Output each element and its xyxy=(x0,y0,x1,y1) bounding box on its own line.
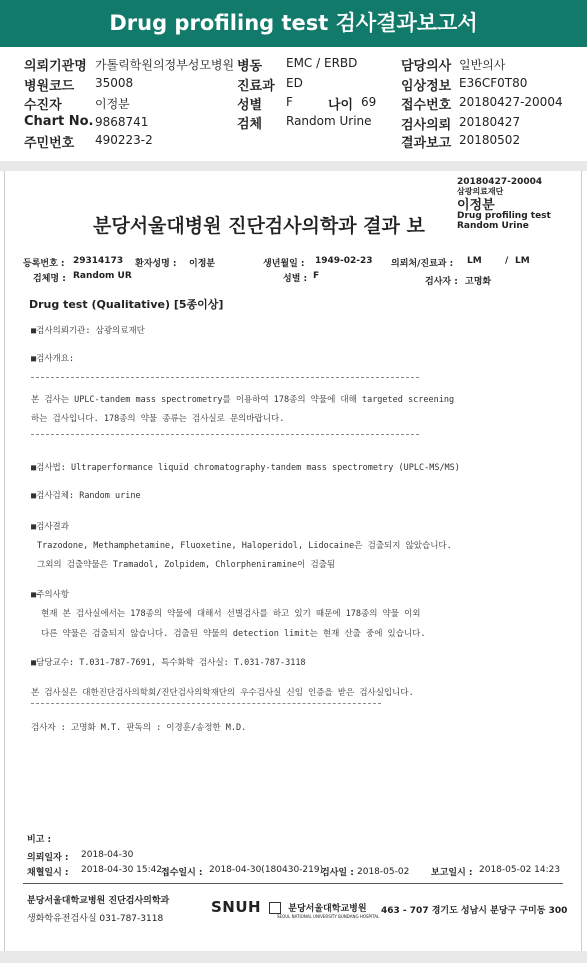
ward-value: EMC / ERBD xyxy=(286,56,358,70)
logo-subtitle: SEOUL NATIONAL UNIVERSITY BUNDANG HOSPITAL xyxy=(277,914,380,919)
logo-wordmark: SNUH xyxy=(211,898,262,916)
test-date-label: 검사일 : xyxy=(321,868,354,878)
report-title: Drug profiling test 검사결과보고서 xyxy=(0,0,587,47)
orderer-value: 가톨릭학원의정부성모병원 xyxy=(95,58,235,72)
patient-value: 이정분 xyxy=(95,97,130,111)
dob-value: 1949-02-23 xyxy=(315,256,373,266)
contact-line: ■담당교수: T.031-787-7691, 특수화학 검사실: T.031-787-3118 xyxy=(31,658,306,668)
pname-value: 이정분 xyxy=(189,259,216,269)
caution-label: ■주의사항 xyxy=(31,590,69,600)
reqdept-value1: LM xyxy=(467,256,482,266)
chart-value: 9868741 xyxy=(95,115,149,129)
dashed-rule xyxy=(31,703,381,704)
tester-label: 검사자 : xyxy=(425,277,458,287)
section-title: Drug test (Qualitative) [5종이상] xyxy=(29,298,224,311)
method-line: ■검사법: Ultraperformance liquid chromatography-tandem mass spectrometry (UPLC-MS/MS) xyxy=(31,463,460,473)
pname-label: 환자성명 : xyxy=(135,259,177,269)
stamp-accession: 20180427-20004 xyxy=(457,177,543,187)
reqdate-label: 검사의뢰 xyxy=(401,118,452,133)
specimen-line: ■검사검체: Random urine xyxy=(31,491,141,501)
spec-label: 검체명 : xyxy=(33,274,66,284)
report-heading: 분당서울대병원 진단검사의학과 결과 보 xyxy=(93,215,425,237)
dob-label: 생년월일 : xyxy=(263,259,305,269)
doctor-value: 일반의사 xyxy=(459,58,506,72)
reg-label: 등록번호 : xyxy=(23,259,65,269)
accession-value: 20180427-20004 xyxy=(459,95,563,109)
repdate-label: 결과보고 xyxy=(401,136,452,151)
dept-value: ED xyxy=(286,76,303,90)
doctor-label: 담당의사 xyxy=(401,59,452,74)
receive-value: 2018-04-30(180430-219) xyxy=(209,865,324,875)
result-label: ■검사결과 xyxy=(31,522,69,532)
hospital-logo xyxy=(211,897,379,919)
report-date-value: 2018-05-02 14:23 xyxy=(479,865,561,875)
overview-line-2: 하는 검사입니다. 178종의 약물 종류는 검사실로 문의바랍니다. xyxy=(31,414,285,424)
logo-emblem-icon xyxy=(269,902,281,914)
footer-org: 분당서울대학교병원 진단검사의학과 xyxy=(27,896,170,906)
logo-name: 분당서울대학교병원 xyxy=(288,904,367,914)
footer-lab: 생화학유전검사실 031-787-3118 xyxy=(27,914,164,924)
spec-value: Random UR xyxy=(73,271,132,281)
repdate-value: 20180502 xyxy=(459,133,521,147)
sex-label: 성별 xyxy=(237,98,263,113)
rsex-value: F xyxy=(313,271,320,281)
result-line-1: Trazodone, Methamphetamine, Fluoxetine, Haloperidol, Lidocaine은 검출되지 않았습니다. xyxy=(37,541,452,551)
dept-label: 진료과 xyxy=(237,79,275,94)
age-label: 나이 xyxy=(328,98,354,113)
reqdept-label: 의뢰처/진료과 : xyxy=(391,259,454,269)
stamp-specimen: Random Urine xyxy=(457,221,529,231)
dashed-rule xyxy=(31,434,419,435)
receive-label: 접수일시 : xyxy=(161,868,203,878)
report-header xyxy=(0,47,587,160)
result-line-2: 그외의 검출약물은 Tramadol, Zolpidem, Chlorpheniramine이 검출됨 xyxy=(37,560,336,570)
report-date-label: 보고일시 : xyxy=(431,868,473,878)
accession-label: 접수번호 xyxy=(401,98,452,113)
req-date-label: 의뢰일자 : xyxy=(27,853,69,863)
req-date-value: 2018-04-30 xyxy=(81,850,134,860)
hospcode-label: 병원코드 xyxy=(24,79,75,94)
stamp-name: 이정분 xyxy=(457,198,495,213)
clinical-label: 임상정보 xyxy=(401,79,452,94)
reqdate-value: 20180427 xyxy=(459,115,521,129)
certified-line: 본 검사실은 대한진단검사의학회/진단검사의학재단의 우수검사실 신임 인증을 받은 검사실입니다. xyxy=(31,688,414,698)
dashed-rule xyxy=(31,377,419,378)
caution-line-2: 다른 약물은 검출되지 않습니다. 검출된 약물의 detection limit는 현재 산출 중에 있습니다. xyxy=(41,629,426,639)
chart-label: Chart No. xyxy=(24,114,94,129)
rrn-label: 주민번호 xyxy=(24,136,75,151)
reg-value: 29314173 xyxy=(73,256,124,266)
hospcode-value: 35008 xyxy=(95,76,134,90)
footer-rule xyxy=(23,883,563,884)
rrn-value: 490223-2 xyxy=(95,133,153,147)
clinical-value: E36CF0T80 xyxy=(459,76,528,90)
test-date-value: 2018-05-02 xyxy=(357,867,410,877)
agency-line: ■검사의뢰기관: 삼광의료재단 xyxy=(31,326,145,336)
specimen-label: 검체 xyxy=(237,117,263,132)
sex-value: F xyxy=(286,95,293,109)
signers-line: 검사자 : 고명화 M.T. 판독의 : 이경훈/송정한 M.D. xyxy=(31,723,247,733)
overview-label: ■검사개요: xyxy=(31,354,75,364)
overview-line-1: 본 검사는 UPLC-tandem mass spectrometry를 이용하여 178종의 약물에 대해 targeted screening xyxy=(31,395,455,405)
orderer-label: 의뢰기관명 xyxy=(24,59,87,74)
caution-line-1: 현재 본 검사실에서는 178종의 약물에 대해서 선별검사를 하고 있기 때문에 178종의 약물 이외 xyxy=(41,609,421,619)
section-divider xyxy=(0,161,587,171)
reqdept-sep: / xyxy=(505,256,509,266)
scanned-report xyxy=(4,171,582,951)
ward-label: 병동 xyxy=(237,59,263,74)
patient-label: 수진자 xyxy=(24,98,62,113)
stamp-test: Drug profiling test xyxy=(457,211,551,221)
note-label: 비고 : xyxy=(27,835,52,845)
collect-value: 2018-04-30 15:42 xyxy=(81,865,163,875)
collect-label: 채혈일시 : xyxy=(27,868,69,878)
age-value: 69 xyxy=(361,95,377,109)
page-bottom xyxy=(0,951,587,963)
reqdept-value2: LM xyxy=(515,256,530,266)
tester-value: 고명화 xyxy=(465,277,492,287)
stamp-lab: 삼광의료재단 xyxy=(457,187,504,196)
rsex-label: 성별 : xyxy=(283,274,308,284)
specimen-value: Random Urine xyxy=(286,114,372,128)
footer-address: 463 - 707 경기도 성남시 분당구 구미동 300 xyxy=(381,906,568,916)
